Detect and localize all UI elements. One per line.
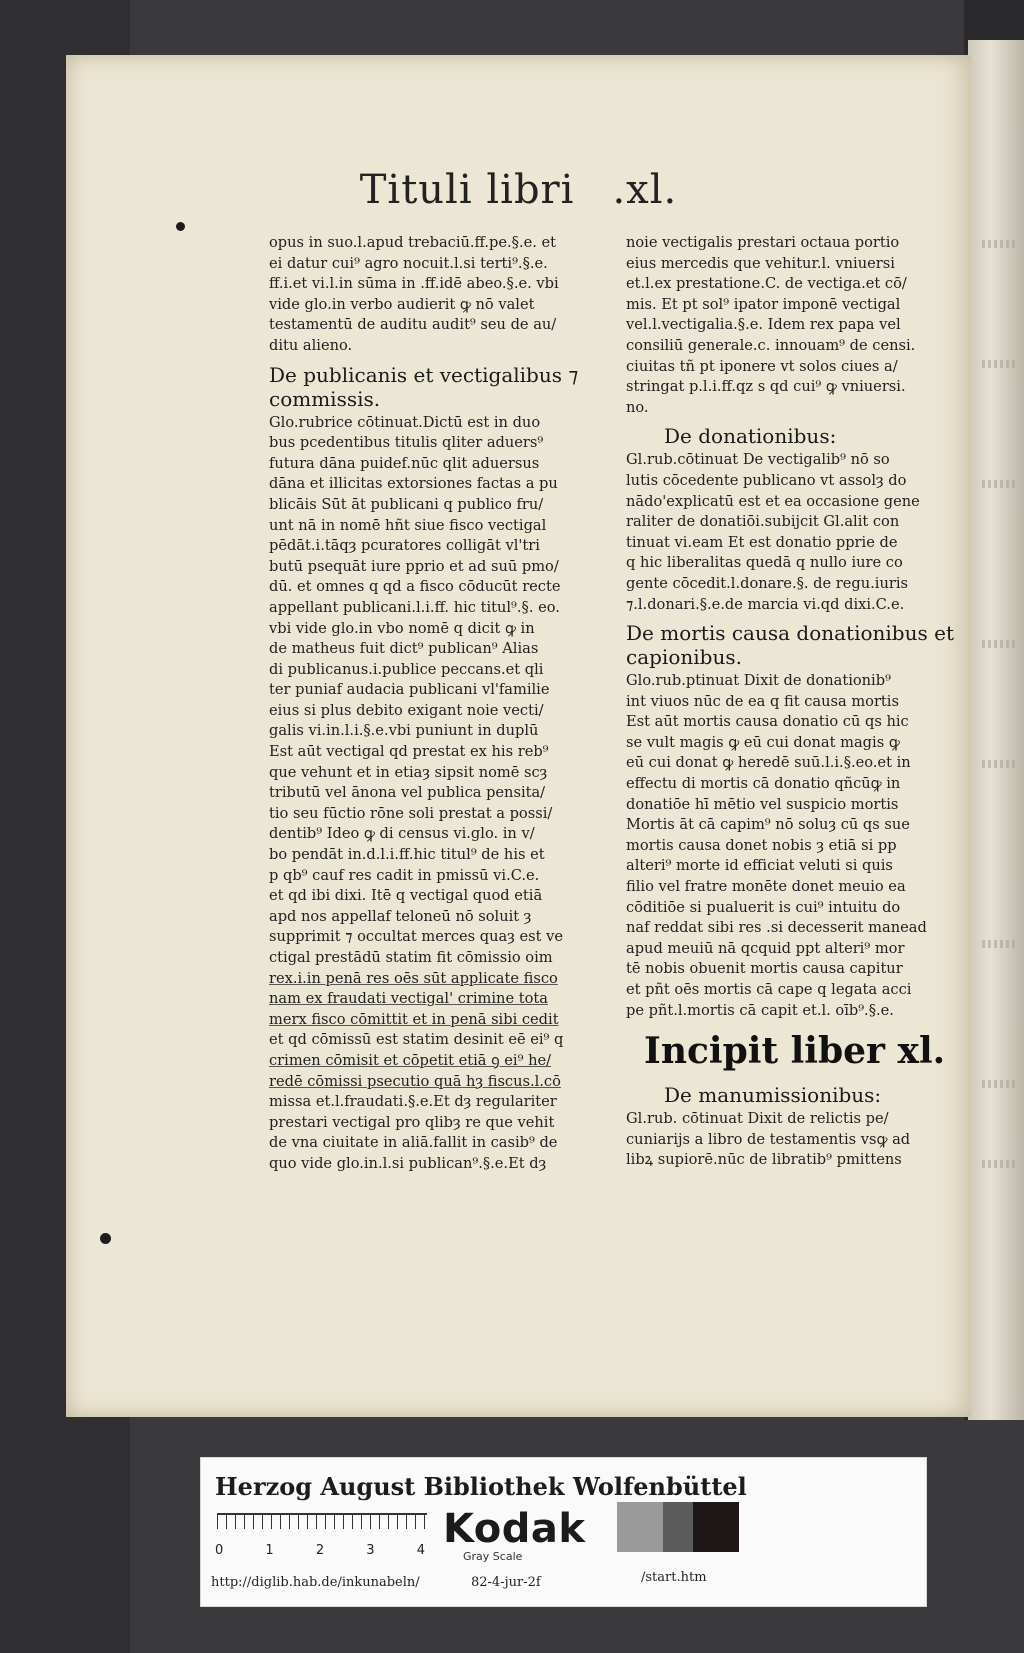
text-line: gente cōcedit.l.donare.§. de regu.iuris (626, 574, 908, 592)
text-line: missa et.l.fraudati.§.e.Et dȝ regulariter (269, 1093, 557, 1111)
bleed-through-mark (982, 1080, 1018, 1088)
text-line: ⁊.l.donari.§.e.de marcia vi.qd dixi.C.e. (626, 595, 905, 613)
text-line: apud meuiū nā qcquid ppt alteri⁹ mor (626, 939, 905, 957)
text-line: ff.i.et vi.l.in sūma in .ff.idē abeo.§.e. vbi (269, 275, 559, 293)
scale-ruler (217, 1513, 427, 1541)
text-line: rex.i.in penā res oēs sūt applicate fisco (269, 969, 558, 987)
text-line: raliter de donatiōi.subijcit Gl.alit con (626, 513, 900, 531)
color-target-card (200, 1457, 927, 1607)
text-line: que vehunt et in etiaȝ sipsit nomē scȝ (269, 763, 548, 781)
text-line: bus pcedentibus titulis qliter aduers⁹ (269, 434, 544, 452)
text-line: et pñt oēs mortis cā cape q legata acci (626, 981, 912, 998)
margin-dot (100, 1233, 111, 1244)
section-heading-manumissionibus: De manumissionibus: (664, 1083, 882, 1108)
text-line: de vna ciuitate in aliā.fallit in casib⁹ de (269, 1134, 558, 1152)
gray-swatch-dark (663, 1502, 693, 1552)
left-column (269, 233, 614, 1175)
running-head-title: Tituli libri (359, 167, 575, 213)
text-line: et qd ibi dixi. Itē q vectigal quod etiā (269, 887, 543, 905)
text-line: no. (626, 398, 649, 416)
text-line: bo pendāt in.d.l.i.ff.hic titul⁹ de his et (269, 846, 545, 864)
ruler-tick-label: 3 (366, 1543, 375, 1558)
bleed-through-mark (982, 1160, 1018, 1168)
text-line: eius si plus debito exigant noie vecti/ (269, 701, 544, 719)
ruler-tick-label: 1 (265, 1543, 274, 1558)
bleed-through-mark (982, 360, 1018, 368)
text-line: cōditiōe si pualuerit is cui⁹ intuitu do (626, 898, 901, 916)
text-line: ciuitas tñ pt iponere vt solos ciues a/ (626, 357, 898, 375)
text-line: Est aūt mortis causa donatio cū qs hic (626, 713, 909, 731)
running-head-number: .xl. (612, 167, 678, 213)
text-line: di publicanus.i.publice peccans.et qli (269, 660, 544, 678)
text-line: int viuos nūc de ea q fit causa mortis (626, 692, 899, 710)
gray-swatch-light (617, 1502, 663, 1552)
section-heading-mortis-causa: De mortis causa donationibus et capionibus. (626, 621, 954, 670)
text-line: filio vel fratre monēte donet meuio ea (626, 878, 906, 896)
bleed-through-mark (982, 640, 1018, 648)
text-line: et.l.ex prestatione.C. de vectiga.et cō/ (626, 275, 907, 293)
text-line: mis. Et pt sol⁹ ipator imponē vectigal (626, 295, 901, 313)
book-heading-incipit: Incipit liber xl. (644, 1030, 946, 1073)
text-line: q hic liberalitas quedā q nullo iure co (626, 554, 903, 572)
text-line: et qd cōmissū est statim desinit eē ei⁹ q (269, 1031, 564, 1049)
text-line: libꝝ supiorē.nūc de libratib⁹ pmittens (626, 1151, 902, 1169)
text-line: galis vi.in.l.i.§.e.vbi puniunt in duplū (269, 722, 539, 740)
bleed-through-mark (982, 760, 1018, 768)
library-title: Herzog August Bibliothek Wolfenbüttel (215, 1472, 747, 1501)
text-line: p qb⁹ cauf res cadit in pmissū vi.C.e. (269, 866, 540, 884)
ruler-tick-label: 0 (215, 1543, 224, 1558)
text-line: consiliū generale.c. innouam⁹ de censi. (626, 336, 916, 354)
text-line: redē cōmissi psecutio quā hȝ fiscus.l.cō (269, 1072, 561, 1090)
gray-swatch-black (693, 1502, 739, 1552)
text-line: ter puniaf audacia publicani vl'familie (269, 681, 550, 699)
source-url: http://diglib.hab.de/inkunabeln/ (211, 1575, 420, 1590)
text-line: pēdāt.i.tāqȝ pcuratores colligāt vl'tri (269, 537, 540, 555)
gray-scale-label: Gray Scale (463, 1550, 523, 1563)
right-column (626, 233, 956, 1171)
text-line: Mortis āt cā capim⁹ nō soluȝ cū qs sue (626, 816, 910, 834)
text-line: Gl.rub.cōtinuat De vectigalib⁹ nō so (626, 451, 890, 469)
bleed-through-mark (982, 240, 1018, 248)
start-link: /start.htm (641, 1570, 707, 1585)
adjacent-leaf-edge (968, 40, 1024, 1420)
text-line: noie vectigalis prestari octaua portio (626, 234, 900, 251)
text-line: vbi vide glo.in vbo nomē q dicit ꝙ in (269, 619, 535, 637)
bleed-through-mark (982, 940, 1018, 948)
text-line: Gl.rub. cōtinuat Dixit de relictis pe/ (626, 1110, 889, 1128)
text-line: merx fisco cōmittit et in penā sibi cedit (269, 1010, 559, 1028)
text-line: blicāis Sūt āt publicani q publico fru/ (269, 495, 544, 513)
text-line: ditu alieno. (269, 336, 353, 354)
text-line: dentib⁹ Ideo ꝙ di census vi.glo. in v/ (269, 825, 535, 843)
text-line: quo vide glo.in.l.si publican⁹.§.e.Et dȝ (269, 1154, 547, 1172)
shelfmark: 82-4-jur-2f (471, 1575, 541, 1590)
text-line: tē nobis obuenit mortis causa capitur (626, 960, 903, 978)
text-line: prestari vectigal pro qlibȝ re que vehit (269, 1113, 555, 1131)
ruler-tick-label: 2 (315, 1543, 325, 1558)
text-line: unt nā in nomē hñt siue fisco vectigal (269, 516, 547, 534)
text-line: vel.l.vectigalia.§.e. Idem rex papa vel (626, 316, 901, 334)
section-heading-publicanis: De publicanis et vectigalibus ⁊ commissis. (269, 362, 579, 411)
text-line: Glo.rub.ptinuat Dixit de donationib⁹ (626, 672, 891, 690)
text-line: pe pñt.l.mortis cā capit et.l. oīb⁹.§.e. (626, 1001, 894, 1019)
text-line: lutis cōcedente publicano vt assolȝ do (626, 471, 907, 489)
text-line: ei datur cui⁹ agro nocuit.l.si terti⁹.§.e. (269, 254, 548, 272)
text-line: donatiōe hī mētio vel suspicio mortis (626, 795, 899, 813)
text-line: tributū vel ānona vel publica pensita/ (269, 784, 546, 802)
text-line: butū psequāt iure pprio et ad suū pmo/ (269, 557, 559, 575)
text-line: ctigal prestādū statim fit cōmissio oim (269, 949, 553, 966)
text-line: naf reddat sibi res .si decesserit manead (626, 919, 927, 937)
bleed-through-mark (982, 480, 1018, 488)
text-line: apd nos appellaf teloneū nō soluit ȝ (269, 907, 532, 925)
text-line: dū. et omnes q qd a fisco cōducūt recte (269, 578, 561, 596)
text-line: appellant publicani.l.i.ff. hic titul⁹.§. eo. (269, 598, 560, 616)
text-line: stringat p.l.i.ff.qz s qd cui⁹ ꝙ vniuersi. (626, 378, 906, 396)
text-line: dāna et illicitas extorsiones factas a pu (269, 475, 558, 493)
text-line: de matheus fuit dict⁹ publican⁹ Alias (269, 640, 539, 658)
text-line: futura dāna puidef.nūc qlit aduersus (269, 454, 540, 472)
text-line: Est aūt vectigal qd prestat ex his reb⁹ (269, 743, 549, 761)
book-page (66, 55, 971, 1417)
running-head (66, 167, 971, 213)
margin-dot (176, 222, 185, 231)
text-line: se vult magis ꝙ eū cui donat magis ꝙ (626, 733, 900, 751)
text-line: nam ex fraudati vectigal' crimine tota (269, 990, 548, 1008)
text-line: effectu di mortis cā donatio qñcūꝙ in (626, 775, 901, 793)
ruler-tick-label: 4 (416, 1543, 425, 1558)
text-line: eū cui donat ꝙ heredē suū.l.i.§.eo.et in (626, 754, 911, 772)
ruler-ticks (215, 1543, 425, 1558)
text-line: vide glo.in verbo audierit ꝙ nō valet (269, 295, 535, 313)
text-line: tinuat vi.eam Et est donatio pprie de (626, 533, 898, 551)
text-line: eius mercedis que vehitur.l. vniuersi (626, 254, 895, 272)
text-line: cuniarijs a libro de testamentis vsꝙ ad (626, 1130, 911, 1148)
text-line: nādo'explicatū est et ea occasione gene (626, 492, 920, 510)
text-line: supprimit ⁊ occultat merces quaȝ est ve (269, 928, 563, 946)
text-line: opus in suo.l.apud trebaciū.ff.pe.§.e. et (269, 234, 557, 251)
text-line: testamentū de auditu audit⁹ seu de au/ (269, 316, 557, 334)
text-line: Glo.rubrice cōtinuat.Dictū est in duo (269, 413, 541, 431)
text-line: mortis causa donet nobis ȝ etiā si pp (626, 836, 897, 854)
text-line: alteri⁹ morte id efficiat veluti si quis (626, 857, 893, 875)
section-heading-donationibus: De donationibus: (664, 424, 837, 449)
kodak-logo: Kodak (443, 1506, 586, 1552)
text-line: crimen cōmisit et cōpetit etiā ꝯ ei⁹ he/ (269, 1051, 552, 1069)
text-line: tio seu fūctio rōne soli prestat a possi/ (269, 804, 553, 822)
